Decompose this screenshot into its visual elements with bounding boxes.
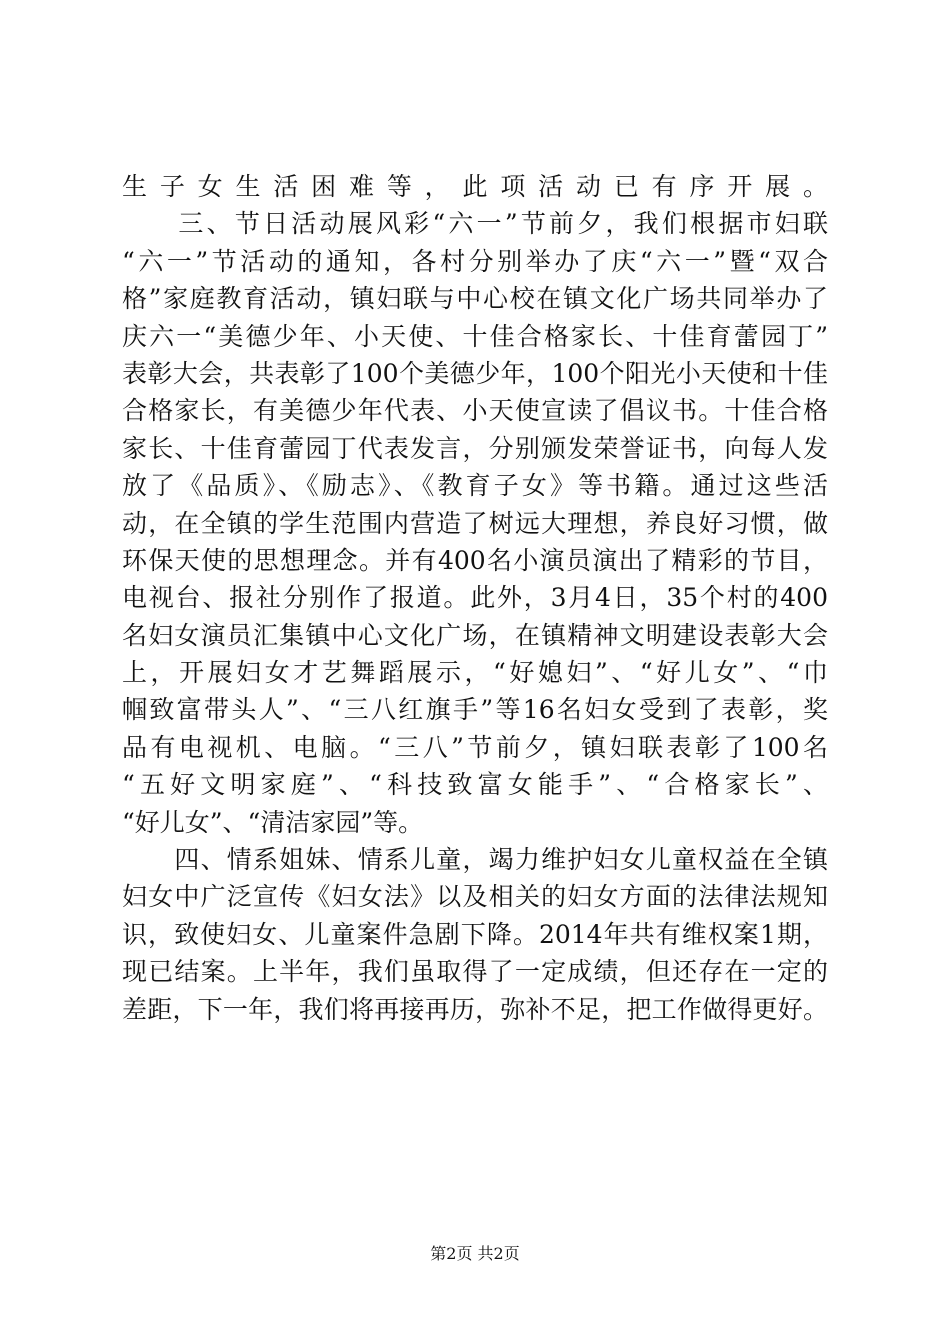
text-line: 放了《品质》、《励志》、《教育子女》等书籍。通过这些活 [122,471,828,501]
text-line: 庆六一“美德少年、小天使、十佳合格家长、十佳育蕾园丁” [122,321,828,351]
text-line: 动，在全镇的学生范围内营造了树远大理想，养良好习惯，做 [122,508,828,538]
text-line: 表彰大会，共表彰了100个美德少年，100个阳光小天使和十佳 [122,358,828,388]
page-number: 第2页 共2页 [430,1244,520,1263]
text-line: 帼致富带头人”、“三八红旗手”等16名妇女受到了表彰，奖 [122,695,828,725]
page-footer [0,1244,950,1264]
body-text [122,168,828,1028]
text-line: 家长、十佳育蕾园丁代表发言，分别颁发荣誉证书，向每人发 [122,433,828,463]
text-line: 品有电视机、电脑。“三八”节前夕，镇妇联表彰了100名 [122,732,828,762]
text-line: 识，致使妇女、儿童案件急剧下降。2014年共有维权案1期， [122,919,828,949]
text-line: “好儿女”、“清洁家园”等。 [122,807,424,837]
text-line: 格”家庭教育活动，镇妇联与中心校在镇文化广场共同举办了 [122,284,828,314]
text-line: 妇女中广泛宣传《妇女法》以及相关的妇女方面的法律法规知 [122,882,828,912]
text-line: 合格家长，有美德少年代表、小天使宣读了倡议书。十佳合格 [122,396,828,426]
text-line: “五好文明家庭”、“科技致富女能手”、“合格家长”、 [122,770,828,800]
text-line: 上，开展妇女才艺舞蹈展示，“好媳妇”、“好儿女”、“巾 [122,658,828,688]
text-line: 名妇女演员汇集镇中心文化广场，在镇精神文明建设表彰大会 [122,620,828,650]
text-line: 现已结案。上半年，我们虽取得了一定成绩，但还存在一定的 [122,957,828,987]
text-line: 生子女生活困难等，此项活动已有序开展。 [122,172,828,201]
text-line: 三、节日活动展风彩“六一”节前夕，我们根据市妇联 [122,209,828,239]
text-line: 四、情系姐妹、情系儿童，竭力维护妇女儿童权益在全镇 [122,845,828,875]
text-line: 电视台、报社分别作了报道。此外，3月4日，35个村的400 [122,583,828,613]
text-line: “六一”节活动的通知，各村分别举办了庆“六一”暨“双合 [122,246,828,276]
text-line: 差距，下一年，我们将再接再历，弥补不足，把工作做得更好。 [122,994,828,1024]
text-line: 环保天使的思想理念。并有400名小演员演出了精彩的节目， [122,545,828,575]
